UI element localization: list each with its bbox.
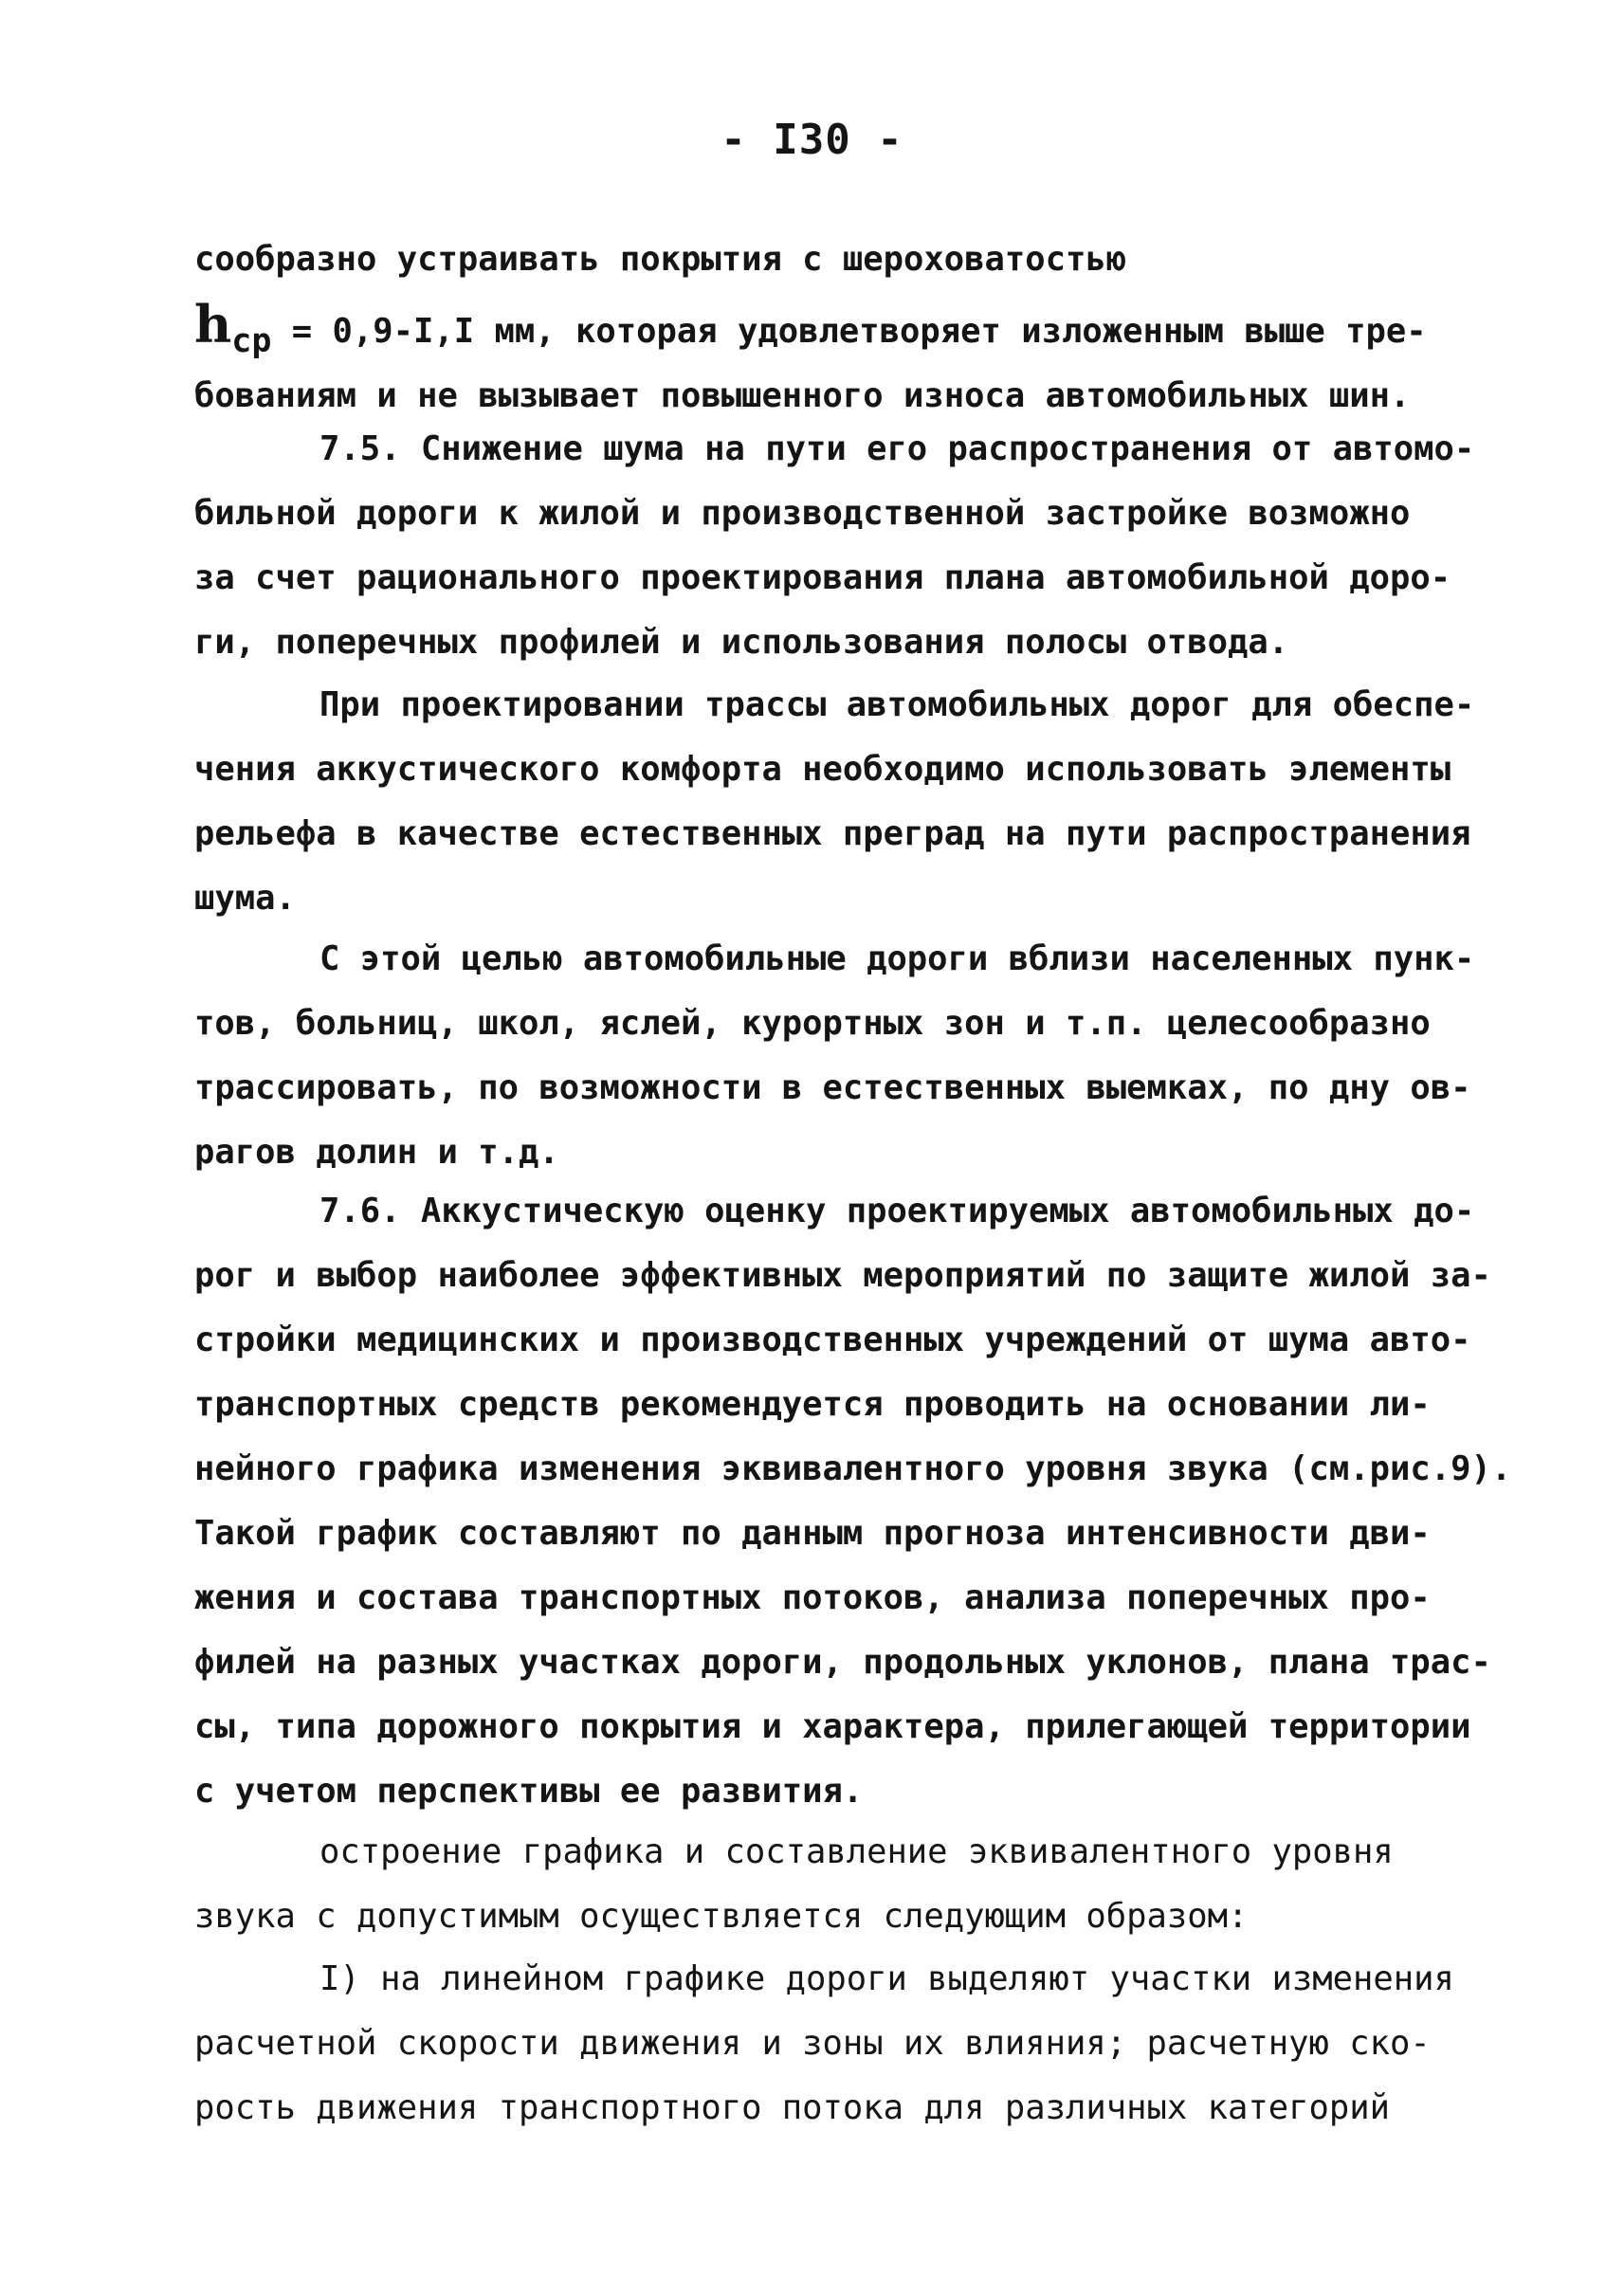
text-line: шума. xyxy=(194,879,296,918)
text-line: с учетом перспективы ее развития. xyxy=(194,1772,864,1811)
text-line: стройки медицинских и производственных учреждений от шума авто- xyxy=(194,1321,1471,1359)
roughness-subscript: ср xyxy=(231,322,272,360)
paragraph-routing xyxy=(194,927,1475,1185)
text-line: жения и состава транспортных потоков, анализа поперечных про- xyxy=(194,1578,1431,1617)
paragraph-7-5 xyxy=(194,417,1475,675)
paragraph-route-design xyxy=(194,673,1475,931)
text-line: С этой целью автомобильные дороги вблизи населенных пунк- xyxy=(319,939,1475,978)
formula-line xyxy=(194,292,1465,364)
text-line: звука с допустимым осуществляется следующим образом: xyxy=(194,1897,1249,1936)
text-line: 7.5. Снижение шума на пути его распространения от автомо- xyxy=(319,429,1475,468)
text-line: за счет рационального проектирования плана автомобильной доро- xyxy=(194,558,1451,597)
text-line: рость движения транспортного потока для различных категорий xyxy=(194,2088,1390,2127)
text-line: рагов долин и т.д. xyxy=(194,1133,559,1172)
paragraph-roughness xyxy=(194,228,1465,428)
text-line: чения аккустического комфорта необходимо использовать элементы xyxy=(194,750,1451,789)
text-line: рельефа в качестве естественных преград на пути распространения xyxy=(194,814,1471,853)
text-line: остроение графика и составление эквивалентного уровня xyxy=(319,1832,1394,1871)
paragraph-step-1 xyxy=(194,1947,1465,2140)
paragraph-7-6 xyxy=(194,1179,1512,1824)
text-line: тов, больниц, школ, яслей, курортных зон и т.п. целесообразно xyxy=(194,1004,1431,1043)
text-line: сообразно устраивать покрытия с шероховатостью xyxy=(194,240,1127,279)
text-line: трассировать, по возможности в естественных выемках, по дну ов- xyxy=(194,1068,1471,1107)
text-line: расчетной скорости движения и зоны их влияния; расчетную ско- xyxy=(194,2024,1431,2063)
text-line: ги, поперечных профилей и использования полосы отвода. xyxy=(194,623,1289,662)
text-line: транспортных средств рекомендуется проводить на основании ли- xyxy=(194,1385,1431,1424)
text-line: = 0,9-I,I мм, которая удовлетворяет изложенным выше тре- xyxy=(271,312,1427,351)
page-number: - I30 - xyxy=(721,116,903,164)
text-line: рог и выбор наиболее эффективных мероприятий по защите жилой за- xyxy=(194,1256,1491,1295)
text-line: бованиям и не вызывает повышенного износа автомобильных шин. xyxy=(194,376,1411,415)
text-line: 7.6. Аккустическую оценку проектируемых автомобильных до- xyxy=(319,1192,1475,1230)
text-line: При проектировании трассы автомобильных дорог для обеспе- xyxy=(319,685,1475,724)
text-line: Такой график составляют по данным прогноза интенсивности дви- xyxy=(194,1514,1431,1553)
text-line: филей на разных участках дороги, продольных уклонов, плана трас- xyxy=(194,1643,1491,1682)
roughness-symbol: h xyxy=(194,294,232,355)
text-line: бильной дороги к жилой и производственной застройке возможно xyxy=(194,494,1411,533)
text-line: I) на линейном графике дороги выделяют участки изменения xyxy=(319,1959,1454,1998)
paragraph-graph-construction xyxy=(194,1820,1465,1949)
text-line: сы, типа дорожного покрытия и характера, прилегающей территории xyxy=(194,1707,1471,1746)
text-line: нейного графика изменения эквивалентного уровня звука (см.рис.9). xyxy=(194,1449,1512,1488)
